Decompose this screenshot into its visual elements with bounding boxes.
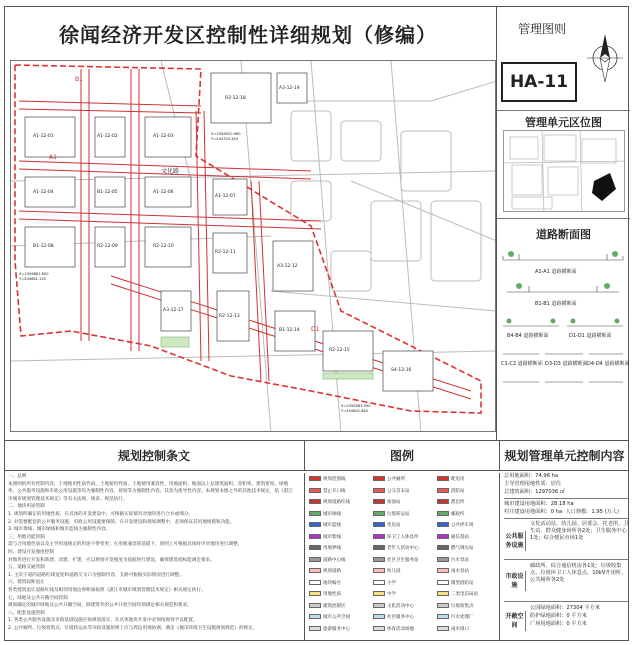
public-service-text: 文化活动站、幼儿园、居委会、托老所、卫生站、群众健身场所各2处；卫生服务中心1处；综合便民市场1处 (530, 521, 629, 541)
legend-swatch (309, 603, 321, 608)
parcel-code: A1-12-02 (97, 134, 118, 139)
legend-item (309, 488, 346, 494)
legend-label: 城市蓝线 (323, 523, 341, 528)
legend-item (437, 499, 465, 505)
legend-label: 通信基站 (451, 534, 469, 540)
legend-label: 禁止开口线 (323, 488, 346, 494)
legend-swatch (437, 545, 449, 550)
rule-line: 规划确定的城市绿地及公共开敞空间，除建筑外的公共开放空间均须满足相关规范和要求。 (8, 603, 192, 609)
legend-label: 燃气调压站 (451, 546, 474, 551)
public-service-label: 公共服务设施 (504, 531, 526, 551)
legend-label: 公共停车场 (451, 523, 474, 528)
legend-title: 图例 (304, 441, 500, 471)
legend-item (373, 626, 414, 632)
legend-swatch (309, 580, 321, 585)
coord-label: Y=434661.120 (19, 277, 46, 281)
parcel-code: R2-12-15 (329, 348, 350, 353)
legend-swatch (373, 545, 385, 550)
legend-label: 规划范围线 (323, 477, 346, 482)
legend-item (309, 499, 350, 505)
legend-swatch (373, 614, 385, 619)
legend-swatch (309, 488, 321, 493)
legend-label: 用地界线 (323, 546, 341, 551)
legend-item (373, 534, 419, 540)
legend-swatch (373, 557, 385, 562)
legend-swatch (437, 557, 449, 562)
municipal-label: 市政设施 (504, 571, 526, 591)
legend-label: 污水处理厂 (451, 615, 474, 620)
construction-area-row (504, 501, 629, 508)
parcel-code: A3-12-12 (277, 264, 298, 269)
legend-item (437, 522, 474, 528)
rule-line: 2. 公共厕所、垃圾收集点、垃圾转运站等市政设施原则上应与周边用地协调，满足《城市环境卫生设施规划规范》的规定。 (8, 625, 258, 631)
legend-swatch (437, 603, 449, 608)
total-area-label: 总用地面积： (504, 473, 536, 479)
legend-label: 加油站 (387, 500, 401, 505)
parcel-code: B1-12-14 (279, 328, 300, 333)
road-section-caption: A1-A1 道路横断面 (535, 269, 577, 275)
coord-label: Y=434802.840 (341, 409, 368, 413)
legend-item (437, 626, 469, 632)
legend-label: 城市紫线 (323, 534, 341, 540)
legend-label: 雨水排口 (451, 626, 469, 632)
village-area-value: 0 ha (550, 509, 563, 515)
legend-swatch (373, 534, 385, 539)
legend-label: 变电站 (387, 523, 401, 528)
road-section-caption: B1-B1 道路横断面 (535, 301, 577, 307)
legend-label: 环卫工人休息所 (387, 534, 419, 540)
legend-swatch (373, 522, 385, 527)
legend-item (437, 591, 478, 597)
legend-swatch (437, 522, 449, 527)
legend-item (437, 557, 469, 563)
population-label: 人口规模： (565, 509, 592, 515)
coord-label: Y=434729.340 (211, 137, 238, 141)
legend-label: 公交首末站 (387, 488, 410, 494)
legend-swatch (373, 580, 385, 585)
legend-swatch (373, 511, 385, 516)
legend-swatch (437, 499, 449, 504)
legend-item (437, 511, 465, 517)
legend-item (437, 603, 474, 609)
rule-line: 二、地块用途管制 (8, 504, 45, 510)
rules-title: 规划控制条文 (4, 441, 304, 471)
legend-swatch (373, 603, 385, 608)
legend-item (437, 580, 474, 586)
parcel-code: A1-12-01 (33, 134, 54, 139)
legend-swatch (309, 614, 321, 619)
legend-item (373, 511, 410, 517)
legend-item (373, 522, 401, 528)
legend-swatch (437, 488, 449, 493)
legend-item (309, 511, 341, 517)
rule-line: 本图则的所有控制内容，土地使用性质代码、土地使用性质、土地使用兼容性、用地面积、地面以上总建筑面积、容积率、建筑密度、绿地率、公共服务设施和市政公用设施等均为强制性内容，规划等为强制性内容。其余为指导性内容。本规划本图之外的其他技术规定，依《湛江市城市规划管理技术规定》等有关法规、规章、规范执行。 (8, 481, 293, 502)
legend-item (373, 580, 396, 586)
coord-label: X=2356583.590 (341, 404, 371, 408)
legend-item (373, 557, 419, 563)
legend-swatch (437, 534, 449, 539)
road-section-title: 道路断面图 (536, 228, 591, 241)
legend-swatch (437, 580, 449, 585)
legend-label: 雨水泵站 (451, 569, 469, 574)
legend-label: 文化活动中心 (387, 603, 414, 609)
legend-swatch (373, 591, 385, 596)
parcel-code: A3-12-17 (163, 308, 184, 313)
legend-item (437, 568, 469, 574)
management-map-label: 管理图则 (517, 22, 566, 36)
open-space-item: 防护绿地面积：0 平方米 (530, 613, 587, 619)
section-mark: A1 (49, 154, 57, 161)
legend-label: 邮政所 (451, 511, 465, 517)
legend-label: 垃圾收集点 (451, 603, 474, 609)
control-title: 规划管理单元控制内容 (500, 441, 629, 471)
legend-label: 派出所 (451, 500, 465, 505)
legend-swatch (373, 499, 385, 504)
building-area-value: 1297036 ㎡ (535, 489, 566, 495)
legend-item (309, 603, 346, 609)
legend-swatch (309, 511, 321, 516)
village-area-row (504, 509, 629, 516)
legend-label: 城市公共空间 (323, 615, 350, 620)
road-section-caption: C1-C2 道路横断面 (501, 361, 543, 367)
legend-item (309, 626, 350, 632)
rule-line: 对地块进行开发和新建、改建、扩建，应以规划开发强度为依据进行建设，确保建筑指标能满足要求。 (8, 557, 215, 563)
parcel-code: R2-12-18 (225, 96, 246, 101)
legend-swatch (437, 626, 449, 631)
rule-line: 1. 各类公共服务设施及市政基础设施应按规划落实，在具体地块开发中必须按规划予以配置。 (8, 618, 198, 624)
parcel-code: R2-12-11 (215, 250, 236, 255)
legend-swatch (373, 476, 385, 481)
rule-line: 六、建筑间距退让 (8, 580, 45, 586)
legend-swatch (309, 626, 321, 631)
dominant-use: 主导管理用地性质：居住 (504, 481, 562, 487)
parcel-code: R2-12-09 (97, 244, 118, 249)
legend-label: 小学 (387, 580, 396, 586)
legend-item (373, 488, 410, 494)
location-map-title: 管理单元区位图 (525, 116, 602, 129)
rule-line: 八、配套设施管制 (8, 610, 45, 616)
road-name: 文化路 (161, 168, 180, 175)
legend-item (309, 568, 341, 574)
legend-item (373, 591, 396, 597)
parcel-code: S4-12-16 (391, 368, 412, 373)
legend-item (373, 568, 401, 574)
legend-item (437, 488, 465, 494)
legend-swatch (309, 591, 321, 596)
legend-item (437, 534, 469, 540)
open-space-item: 广场用地面积：0 平方米 (530, 621, 587, 627)
right-column (496, 6, 629, 441)
rule-line: 三、用地功能管制 (8, 534, 45, 540)
total-area-value: 74.96 ha (535, 473, 559, 479)
legend-item (309, 614, 350, 620)
legend-swatch (373, 568, 385, 573)
legend-swatch (309, 499, 321, 504)
legend-swatch (309, 545, 321, 550)
legend-label: 污水泵站 (451, 557, 469, 563)
road-section-caption: D3-D3 道路横断面 (545, 361, 588, 367)
map-code: HA-11 (501, 62, 577, 102)
section-mark: D1 (311, 326, 320, 333)
legend-swatch (437, 568, 449, 573)
village-area-label: 村庄建设用地面积： (504, 509, 551, 515)
coord-label: X=2356861.850 (19, 272, 49, 276)
total-area-row (504, 473, 629, 480)
legend-item (437, 545, 474, 551)
legend-label: 社区卫生服务站 (387, 557, 419, 563)
rule-line: 2. 对需要配套的公共服务设施、市政公用设施要保障，在开发建设和规划调整中，必须保证其用地规模和功能。 (8, 519, 235, 525)
legend-swatch (309, 476, 321, 481)
legend-swatch (437, 476, 449, 481)
legend-item (437, 614, 474, 620)
legend-swatch (437, 614, 449, 619)
legend (304, 473, 500, 641)
legend-item (309, 580, 341, 586)
open-space-label: 开敞空间 (504, 611, 526, 631)
open-space-item: 公园绿地面积：27304 平方米 (530, 605, 601, 611)
parcel-code: A1-12-07 (215, 194, 236, 199)
location-drawing (504, 131, 625, 212)
road-section-caption: B4-B4 道路横断面 (507, 333, 549, 339)
legend-item (309, 522, 341, 528)
road-section-caption: D1-D1 道路横断面 (569, 333, 612, 339)
construction-area-label: 城市建设用地面积： (504, 501, 551, 507)
sheet-title: 徐闻经济开发区控制性详细规划（修编） (59, 23, 437, 47)
legend-label: 道路中心线 (323, 557, 346, 563)
planning-map (10, 60, 496, 432)
legend-item (309, 534, 341, 540)
coord-label: X=2356920.980 (211, 132, 241, 136)
legend-label: 地块编号 (323, 580, 341, 586)
rule-line: 四、建设开发强度控制 (8, 549, 54, 555)
parcel-code: A1-12-06 (153, 190, 174, 195)
parcel-code: A3-12-19 (279, 86, 300, 91)
map-drawing (11, 61, 496, 432)
rule-line: 各类建筑退让道路红线及相邻用地边界距离按照《湛江市城市规划管理技术规定》相关规定执行。 (8, 587, 206, 593)
legend-label: 老年人活动中心 (387, 546, 419, 551)
unit-location-marker (592, 173, 616, 201)
legend-item (437, 476, 465, 482)
legend-label: 社区服务中心 (387, 615, 414, 620)
building-area-label: 总建筑面积： (504, 489, 536, 495)
legend-label: 中学 (387, 592, 396, 597)
section-mark: B1 (75, 76, 83, 83)
road-section-caption: D4-D4 道路横断面 (587, 361, 630, 367)
rule-line: 一、总则 (8, 474, 27, 479)
north-arrow-icon (583, 26, 627, 86)
control-content (504, 471, 629, 642)
legend-swatch (437, 591, 449, 596)
legend-swatch (309, 534, 321, 539)
legend-label: 旅游服务中心 (323, 626, 350, 632)
legend-label: 建筑控制区 (323, 603, 346, 609)
construction-area-value: 28.18 ha (550, 501, 574, 507)
legend-label: 公共厕所 (387, 477, 405, 482)
parcel-code: R2-12-13 (219, 314, 240, 319)
legend-label: 配电房 (451, 477, 465, 482)
parcel-code: R2-12-10 (153, 244, 174, 249)
legend-item (309, 476, 346, 482)
legend-item (373, 603, 414, 609)
legend-label: 消防站 (451, 488, 465, 494)
legend-label: 二类电信局站 (451, 592, 478, 597)
rule-line: 五、道路交通管制 (8, 565, 45, 571)
legend-swatch (309, 568, 321, 573)
legend-item (373, 499, 401, 505)
parcel-code: B1-12-05 (97, 190, 118, 195)
rule-line: 1. 主次干道的道路红线宽度和道路交叉口为强制内容，支路可根据实际情况进行调整。 (8, 572, 184, 578)
legend-swatch (309, 522, 321, 527)
population-value: 1.95 (万人) (591, 509, 620, 515)
location-map (503, 130, 625, 212)
legend-item (373, 476, 405, 482)
rules-text (8, 473, 294, 632)
rule-line: 1. 规划所确定的用地性质，在具体的开发建设中，可根据实际情况对地块进行合并或细分。 (8, 511, 194, 517)
legend-item (309, 591, 341, 597)
building-area-row (504, 489, 629, 496)
legend-label: 体育活动场地 (387, 626, 414, 632)
rule-line: 需与合用地性质以及主导用地规定的用途不得变更；在用地兼容的前提下，原则上可根据具体时序对地块进行调整， (8, 542, 243, 548)
legend-label: 幼儿园 (387, 569, 401, 574)
rule-line: 七、绿地及公共开敞空间管制 (8, 595, 68, 601)
bottom-panel (4, 440, 629, 641)
legend-label: 城市绿线 (323, 511, 341, 517)
parcel-code: B1-12-08 (33, 244, 54, 249)
legend-swatch (373, 626, 385, 631)
legend-swatch (437, 511, 449, 516)
legend-label: 垃圾转运站 (387, 511, 410, 517)
parcel-code: A1-12-03 (153, 134, 174, 139)
parcel-code: A1-12-04 (33, 190, 54, 195)
legend-label: 规划道路 (323, 569, 341, 574)
legend-item (373, 614, 414, 620)
legend-label: 规划道路红线 (323, 500, 350, 505)
rule-line: 3. 城市黄线、城市绿线和城市蓝线为强制性内容。 (8, 527, 111, 533)
municipal-text: 邮政所、综合通信机房各1处；垃圾收集点、垃圾环卫工人休息点、10kV开闭所、公共厕所各2处 (530, 563, 627, 583)
legend-label: 用地性质 (323, 592, 341, 597)
legend-item (309, 545, 341, 551)
legend-label: 微型消防站 (451, 580, 474, 586)
legend-swatch (309, 557, 321, 562)
road-sections (499, 246, 630, 442)
legend-item (373, 545, 419, 551)
legend-item (309, 557, 346, 563)
legend-swatch (373, 488, 385, 493)
